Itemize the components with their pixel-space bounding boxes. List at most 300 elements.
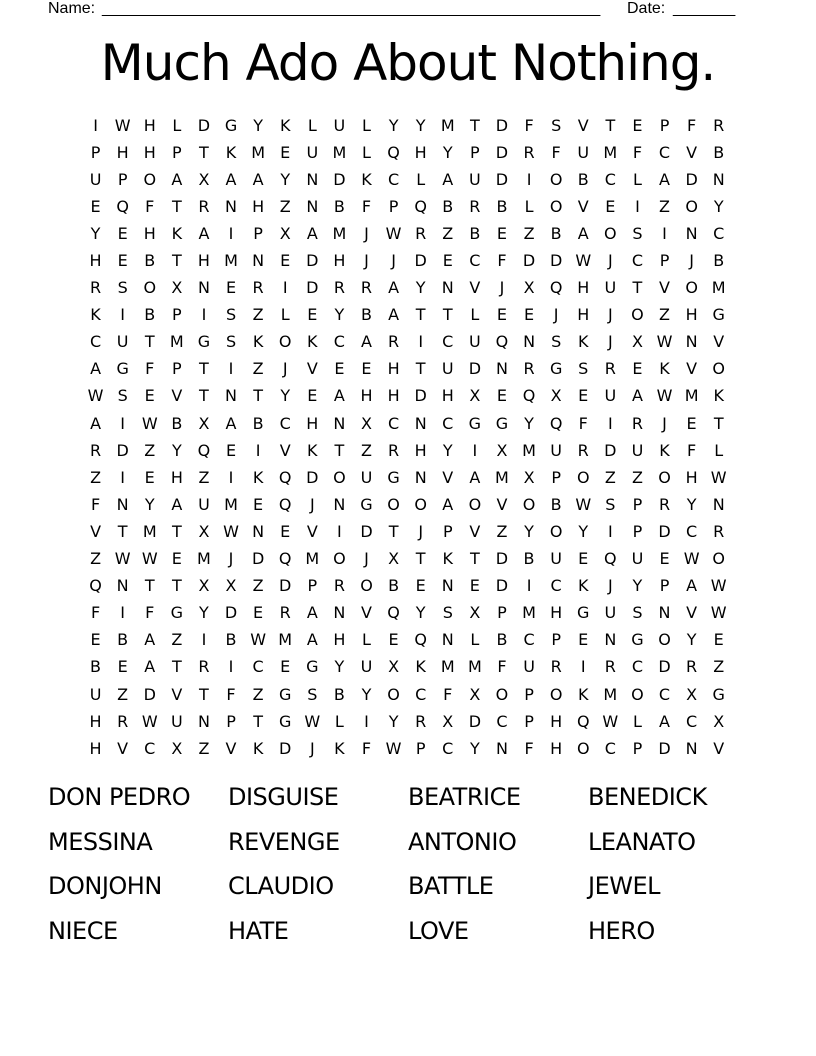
grid-cell[interactable]: F [443, 684, 453, 704]
grid-cell[interactable]: V [713, 738, 725, 758]
grid-cell[interactable]: P [117, 169, 128, 189]
grid-cell[interactable]: O [685, 278, 698, 298]
grid-cell[interactable]: P [659, 251, 670, 271]
grid-cell[interactable]: E [280, 142, 291, 162]
grid-cell[interactable]: B [117, 630, 129, 650]
grid-cell[interactable]: Y [90, 223, 101, 243]
grid-cell[interactable]: Y [280, 386, 291, 406]
grid-cell[interactable]: R [415, 223, 427, 243]
grid-cell[interactable]: L [470, 630, 480, 650]
grid-cell[interactable]: H [550, 603, 563, 623]
grid-cell[interactable]: W [683, 549, 700, 569]
grid-cell[interactable]: S [442, 603, 453, 623]
grid-cell[interactable]: N [333, 413, 346, 433]
grid-cell[interactable]: U [577, 142, 590, 162]
grid-cell[interactable]: Z [198, 467, 210, 487]
grid-cell[interactable]: Q [89, 576, 102, 596]
grid-cell[interactable]: N [712, 169, 725, 189]
grid-cell[interactable]: X [225, 576, 237, 596]
grid-cell[interactable]: C [252, 657, 264, 677]
grid-cell[interactable]: T [469, 115, 480, 135]
grid-cell[interactable]: H [306, 413, 319, 433]
grid-cell[interactable]: Y [524, 521, 534, 541]
grid-cell[interactable]: F [145, 196, 155, 216]
grid-cell[interactable]: L [524, 196, 534, 216]
grid-cell[interactable]: K [713, 386, 724, 406]
grid-cell[interactable]: C [686, 521, 698, 541]
grid-cell[interactable]: J [391, 251, 396, 271]
grid-cell[interactable]: B [388, 576, 400, 596]
grid-cell[interactable]: S [551, 332, 562, 352]
grid-cell[interactable]: B [171, 413, 183, 433]
grid-cell[interactable]: Q [576, 711, 590, 731]
grid-cell[interactable]: M [684, 386, 699, 406]
grid-cell[interactable]: O [712, 359, 725, 379]
grid-cell[interactable]: I [337, 521, 342, 541]
grid-cell[interactable]: O [333, 549, 346, 569]
grid-cell[interactable]: Y [388, 711, 399, 731]
grid-cell[interactable]: R [523, 142, 535, 162]
grid-cell[interactable]: W [710, 603, 727, 623]
grid-cell[interactable]: J [607, 576, 613, 596]
grid-cell[interactable]: T [253, 386, 263, 406]
grid-cell[interactable]: H [387, 359, 400, 379]
grid-cell[interactable]: I [282, 278, 288, 298]
grid-cell[interactable]: T [469, 549, 480, 569]
grid-cell[interactable]: D [306, 251, 319, 271]
grid-cell[interactable]: C [442, 738, 454, 758]
grid-cell[interactable]: T [388, 521, 399, 541]
grid-cell[interactable]: N [658, 603, 671, 623]
grid-cell[interactable]: I [120, 467, 125, 487]
grid-cell[interactable]: T [144, 576, 155, 596]
grid-cell[interactable]: T [117, 521, 128, 541]
grid-cell[interactable]: B [144, 251, 156, 271]
grid-cell[interactable]: A [171, 494, 183, 514]
grid-cell[interactable]: U [89, 684, 102, 704]
grid-cell[interactable]: Q [278, 494, 292, 514]
grid-cell[interactable]: Y [171, 440, 182, 460]
grid-cell[interactable]: K [577, 576, 589, 596]
grid-cell[interactable]: T [171, 657, 182, 677]
grid-cell[interactable]: D [197, 115, 211, 135]
grid-cell[interactable]: R [631, 413, 643, 433]
grid-cell[interactable]: Z [144, 440, 156, 460]
grid-cell[interactable]: N [116, 576, 129, 596]
grid-cell[interactable]: Y [361, 684, 372, 704]
grid-cell[interactable]: E [90, 630, 101, 650]
grid-cell[interactable]: R [713, 115, 725, 135]
grid-cell[interactable]: J [309, 738, 315, 758]
grid-cell[interactable]: R [360, 278, 373, 298]
grid-cell[interactable]: K [252, 332, 264, 352]
grid-cell[interactable]: Z [631, 467, 643, 487]
grid-cell[interactable]: D [495, 115, 509, 135]
grid-cell[interactable]: X [198, 413, 210, 433]
grid-cell[interactable]: K [307, 440, 318, 460]
grid-cell[interactable]: J [418, 521, 424, 541]
grid-cell[interactable]: O [549, 169, 563, 189]
grid-cell[interactable]: D [495, 576, 509, 596]
grid-cell[interactable]: W [141, 549, 158, 569]
grid-cell[interactable]: O [414, 494, 427, 514]
grid-cell[interactable]: R [198, 657, 210, 677]
grid-cell[interactable]: E [361, 359, 372, 379]
grid-cell[interactable]: W [385, 738, 402, 758]
grid-cell[interactable]: G [279, 711, 292, 731]
grid-cell[interactable]: M [224, 494, 238, 514]
grid-cell[interactable]: S [307, 684, 318, 704]
grid-cell[interactable]: T [713, 413, 724, 433]
grid-cell[interactable]: U [604, 278, 617, 298]
grid-cell[interactable]: B [442, 196, 454, 216]
grid-cell[interactable]: V [686, 603, 698, 623]
grid-cell[interactable]: C [604, 738, 616, 758]
grid-cell[interactable]: D [549, 251, 563, 271]
grid-cell[interactable]: Y [334, 657, 345, 677]
grid-cell[interactable]: I [526, 576, 532, 596]
grid-cell[interactable]: K [307, 332, 318, 352]
grid-cell[interactable]: A [306, 223, 318, 243]
grid-cell[interactable]: Y [442, 142, 453, 162]
grid-cell[interactable]: N [441, 630, 454, 650]
grid-cell[interactable]: Y [415, 278, 426, 298]
grid-cell[interactable]: Y [280, 169, 291, 189]
grid-cell[interactable]: K [442, 549, 454, 569]
grid-cell[interactable]: X [469, 603, 481, 623]
grid-cell[interactable]: H [333, 251, 346, 271]
grid-cell[interactable]: T [171, 576, 182, 596]
grid-cell[interactable]: R [523, 359, 535, 379]
grid-cell[interactable]: N [306, 196, 319, 216]
grid-cell[interactable]: G [631, 630, 644, 650]
grid-cell[interactable]: C [279, 413, 291, 433]
grid-cell[interactable]: Z [659, 196, 670, 216]
grid-cell[interactable]: I [201, 305, 207, 325]
grid-cell[interactable]: S [632, 223, 643, 243]
grid-cell[interactable]: Z [442, 223, 454, 243]
grid-cell[interactable]: D [279, 576, 292, 596]
grid-cell[interactable]: W [304, 711, 321, 731]
grid-cell[interactable]: E [442, 251, 453, 271]
grid-cell[interactable]: H [550, 738, 563, 758]
grid-cell[interactable]: X [279, 223, 291, 243]
grid-cell[interactable]: A [388, 278, 400, 298]
grid-cell[interactable]: P [524, 684, 534, 704]
grid-cell[interactable]: E [117, 251, 128, 271]
grid-cell[interactable]: P [470, 142, 480, 162]
grid-cell[interactable]: T [253, 711, 263, 731]
grid-cell[interactable]: N [441, 576, 454, 596]
grid-cell[interactable]: C [333, 332, 345, 352]
grid-cell[interactable]: V [686, 359, 698, 379]
grid-cell[interactable]: P [632, 521, 643, 541]
grid-cell[interactable]: R [117, 711, 129, 731]
grid-cell[interactable]: D [658, 521, 671, 541]
grid-cell[interactable]: A [144, 630, 156, 650]
grid-cell[interactable]: G [306, 657, 319, 677]
grid-cell[interactable]: S [605, 494, 616, 514]
grid-cell[interactable]: G [279, 684, 292, 704]
grid-cell[interactable]: Q [495, 332, 509, 352]
grid-cell[interactable]: W [114, 549, 131, 569]
grid-cell[interactable]: C [442, 413, 454, 433]
grid-cell[interactable]: E [280, 657, 291, 677]
grid-cell[interactable]: O [495, 684, 509, 704]
grid-cell[interactable]: H [414, 440, 427, 460]
grid-cell[interactable]: V [361, 603, 372, 623]
grid-cell[interactable]: O [631, 305, 644, 325]
grid-cell[interactable]: T [415, 359, 426, 379]
grid-cell[interactable]: Y [632, 576, 643, 596]
grid-cell[interactable]: V [686, 142, 698, 162]
grid-cell[interactable]: Q [387, 142, 400, 162]
grid-cell[interactable]: O [604, 223, 617, 243]
grid-cell[interactable]: U [116, 332, 129, 352]
grid-cell[interactable]: R [713, 521, 725, 541]
grid-cell[interactable]: K [252, 467, 264, 487]
grid-cell[interactable]: I [228, 657, 234, 677]
grid-cell[interactable]: A [659, 711, 670, 731]
grid-cell[interactable]: W [710, 467, 727, 487]
grid-cell[interactable]: H [577, 278, 590, 298]
grid-cell[interactable]: Y [442, 440, 453, 460]
grid-cell[interactable]: N [225, 386, 237, 406]
grid-cell[interactable]: P [172, 305, 182, 325]
grid-cell[interactable]: I [120, 413, 125, 433]
grid-cell[interactable]: M [169, 332, 184, 352]
grid-cell[interactable]: P [659, 115, 670, 135]
grid-cell[interactable]: Z [252, 576, 264, 596]
grid-cell[interactable]: F [551, 142, 561, 162]
grid-cell[interactable]: M [603, 142, 618, 162]
grid-cell[interactable]: E [144, 386, 155, 406]
grid-cell[interactable]: E [253, 603, 264, 623]
grid-cell[interactable]: W [385, 223, 402, 243]
grid-cell[interactable]: X [686, 684, 698, 704]
grid-cell[interactable]: N [495, 738, 508, 758]
grid-cell[interactable]: Q [604, 549, 617, 569]
grid-cell[interactable]: E [307, 386, 318, 406]
grid-cell[interactable]: Q [116, 196, 129, 216]
grid-cell[interactable]: V [469, 521, 481, 541]
grid-cell[interactable]: E [90, 196, 101, 216]
grid-cell[interactable]: C [631, 251, 643, 271]
grid-cell[interactable]: P [442, 521, 453, 541]
grid-cell[interactable]: B [360, 305, 372, 325]
grid-cell[interactable]: M [278, 630, 293, 650]
grid-cell[interactable]: U [333, 115, 346, 135]
grid-cell[interactable]: M [467, 657, 482, 677]
grid-cell[interactable]: U [523, 657, 535, 677]
grid-cell[interactable]: H [89, 251, 102, 271]
grid-cell[interactable]: H [143, 115, 156, 135]
grid-cell[interactable]: J [607, 332, 613, 352]
grid-cell[interactable]: V [442, 467, 454, 487]
grid-cell[interactable]: M [495, 467, 509, 487]
grid-cell[interactable]: E [523, 305, 535, 325]
grid-cell[interactable]: H [143, 223, 156, 243]
grid-cell[interactable]: W [141, 413, 158, 433]
grid-cell[interactable]: O [658, 630, 671, 650]
grid-cell[interactable]: G [116, 359, 129, 379]
grid-cell[interactable]: M [251, 142, 266, 162]
grid-cell[interactable]: O [143, 169, 157, 189]
grid-cell[interactable]: N [712, 494, 725, 514]
grid-cell[interactable]: Z [496, 521, 508, 541]
grid-cell[interactable]: Z [523, 223, 535, 243]
grid-cell[interactable]: Q [549, 278, 563, 298]
grid-cell[interactable]: T [199, 359, 209, 379]
grid-cell[interactable]: Z [90, 467, 102, 487]
grid-cell[interactable]: D [604, 440, 617, 460]
grid-cell[interactable]: E [469, 576, 480, 596]
grid-cell[interactable]: X [388, 549, 400, 569]
grid-cell[interactable]: R [333, 576, 345, 596]
grid-cell[interactable]: D [360, 521, 373, 541]
grid-cell[interactable]: I [228, 467, 234, 487]
grid-cell[interactable]: T [632, 278, 643, 298]
grid-cell[interactable]: I [662, 223, 667, 243]
grid-cell[interactable]: D [495, 142, 509, 162]
grid-cell[interactable]: K [361, 169, 372, 189]
grid-cell[interactable]: E [578, 386, 589, 406]
grid-cell[interactable]: Y [415, 115, 426, 135]
grid-cell[interactable]: V [659, 278, 670, 298]
grid-cell[interactable]: T [199, 386, 209, 406]
grid-cell[interactable]: Z [713, 657, 725, 677]
grid-cell[interactable]: O [549, 684, 563, 704]
grid-cell[interactable]: E [117, 657, 128, 677]
grid-cell[interactable]: N [604, 630, 617, 650]
grid-cell[interactable]: X [713, 711, 725, 731]
grid-cell[interactable]: H [89, 738, 102, 758]
grid-cell[interactable]: O [522, 494, 536, 514]
grid-cell[interactable]: P [388, 196, 399, 216]
grid-cell[interactable]: S [578, 359, 589, 379]
grid-cell[interactable]: J [607, 251, 613, 271]
grid-cell[interactable]: V [225, 738, 237, 758]
grid-cell[interactable]: E [388, 630, 399, 650]
grid-cell[interactable]: C [442, 332, 454, 352]
grid-cell[interactable]: N [225, 196, 237, 216]
grid-cell[interactable]: L [632, 169, 642, 189]
grid-cell[interactable]: B [333, 684, 345, 704]
grid-cell[interactable]: G [712, 305, 725, 325]
grid-cell[interactable]: E [578, 549, 589, 569]
grid-cell[interactable]: R [333, 278, 345, 298]
grid-cell[interactable]: X [361, 413, 372, 433]
grid-cell[interactable]: V [577, 196, 589, 216]
grid-cell[interactable]: J [309, 494, 315, 514]
grid-cell[interactable]: Q [387, 603, 400, 623]
grid-cell[interactable]: I [93, 115, 98, 135]
grid-cell[interactable]: F [497, 657, 507, 677]
grid-cell[interactable]: K [659, 440, 670, 460]
grid-cell[interactable]: N [333, 603, 346, 623]
grid-cell[interactable]: A [388, 305, 400, 325]
grid-cell[interactable]: C [496, 711, 508, 731]
grid-cell[interactable]: T [442, 305, 453, 325]
grid-cell[interactable]: I [228, 223, 234, 243]
grid-cell[interactable]: I [418, 332, 424, 352]
grid-cell[interactable]: H [89, 711, 102, 731]
grid-cell[interactable]: N [685, 738, 698, 758]
grid-cell[interactable]: H [387, 386, 400, 406]
grid-cell[interactable]: L [334, 711, 344, 731]
grid-cell[interactable]: U [360, 657, 373, 677]
grid-cell[interactable]: I [580, 657, 586, 677]
grid-cell[interactable]: B [225, 630, 237, 650]
grid-cell[interactable]: T [415, 549, 426, 569]
grid-cell[interactable]: C [658, 142, 671, 162]
grid-cell[interactable]: K [659, 359, 670, 379]
grid-cell[interactable]: B [713, 251, 725, 271]
grid-cell[interactable]: N [685, 332, 698, 352]
grid-cell[interactable]: N [116, 494, 129, 514]
grid-cell[interactable]: W [141, 711, 158, 731]
grid-cell[interactable]: H [333, 630, 346, 650]
grid-cell[interactable]: D [116, 440, 129, 460]
grid-cell[interactable]: T [605, 115, 616, 135]
grid-cell[interactable]: A [442, 494, 454, 514]
grid-cell[interactable]: D [658, 738, 671, 758]
grid-cell[interactable]: D [306, 278, 319, 298]
grid-cell[interactable]: C [550, 576, 562, 596]
grid-cell[interactable]: Y [253, 115, 263, 135]
grid-cell[interactable]: M [440, 657, 455, 677]
grid-cell[interactable]: A [361, 332, 372, 352]
grid-cell[interactable]: K [577, 332, 589, 352]
grid-cell[interactable]: R [604, 359, 616, 379]
grid-cell[interactable]: D [306, 467, 319, 487]
grid-cell[interactable]: U [441, 359, 454, 379]
grid-cell[interactable]: O [631, 684, 644, 704]
grid-cell[interactable]: H [414, 142, 427, 162]
grid-cell[interactable]: M [305, 549, 320, 569]
grid-cell[interactable]: Q [414, 196, 427, 216]
grid-cell[interactable]: E [225, 278, 237, 298]
grid-cell[interactable]: R [89, 278, 102, 298]
grid-cell[interactable]: V [279, 440, 291, 460]
grid-cell[interactable]: Y [713, 196, 724, 216]
grid-cell[interactable]: U [550, 440, 562, 460]
grid-cell[interactable]: C [415, 684, 427, 704]
grid-cell[interactable]: P [172, 142, 182, 162]
grid-cell[interactable]: B [333, 196, 345, 216]
grid-cell[interactable]: A [252, 169, 264, 189]
grid-cell[interactable]: C [713, 223, 725, 243]
grid-cell[interactable]: E [496, 223, 507, 243]
grid-cell[interactable]: L [172, 115, 182, 135]
grid-cell[interactable]: H [685, 467, 698, 487]
grid-cell[interactable]: P [497, 603, 507, 623]
grid-cell[interactable]: F [226, 684, 236, 704]
grid-cell[interactable]: B [144, 305, 156, 325]
grid-cell[interactable]: P [551, 467, 561, 487]
grid-cell[interactable]: H [550, 711, 563, 731]
grid-cell[interactable]: O [576, 738, 590, 758]
grid-cell[interactable]: W [223, 521, 239, 541]
grid-cell[interactable]: D [468, 359, 482, 379]
grid-cell[interactable]: V [171, 386, 183, 406]
grid-cell[interactable]: I [472, 440, 478, 460]
grid-cell[interactable]: A [333, 386, 345, 406]
grid-cell[interactable]: B [577, 169, 589, 189]
grid-cell[interactable]: W [656, 332, 673, 352]
grid-cell[interactable]: Z [117, 684, 129, 704]
grid-cell[interactable]: D [495, 169, 509, 189]
